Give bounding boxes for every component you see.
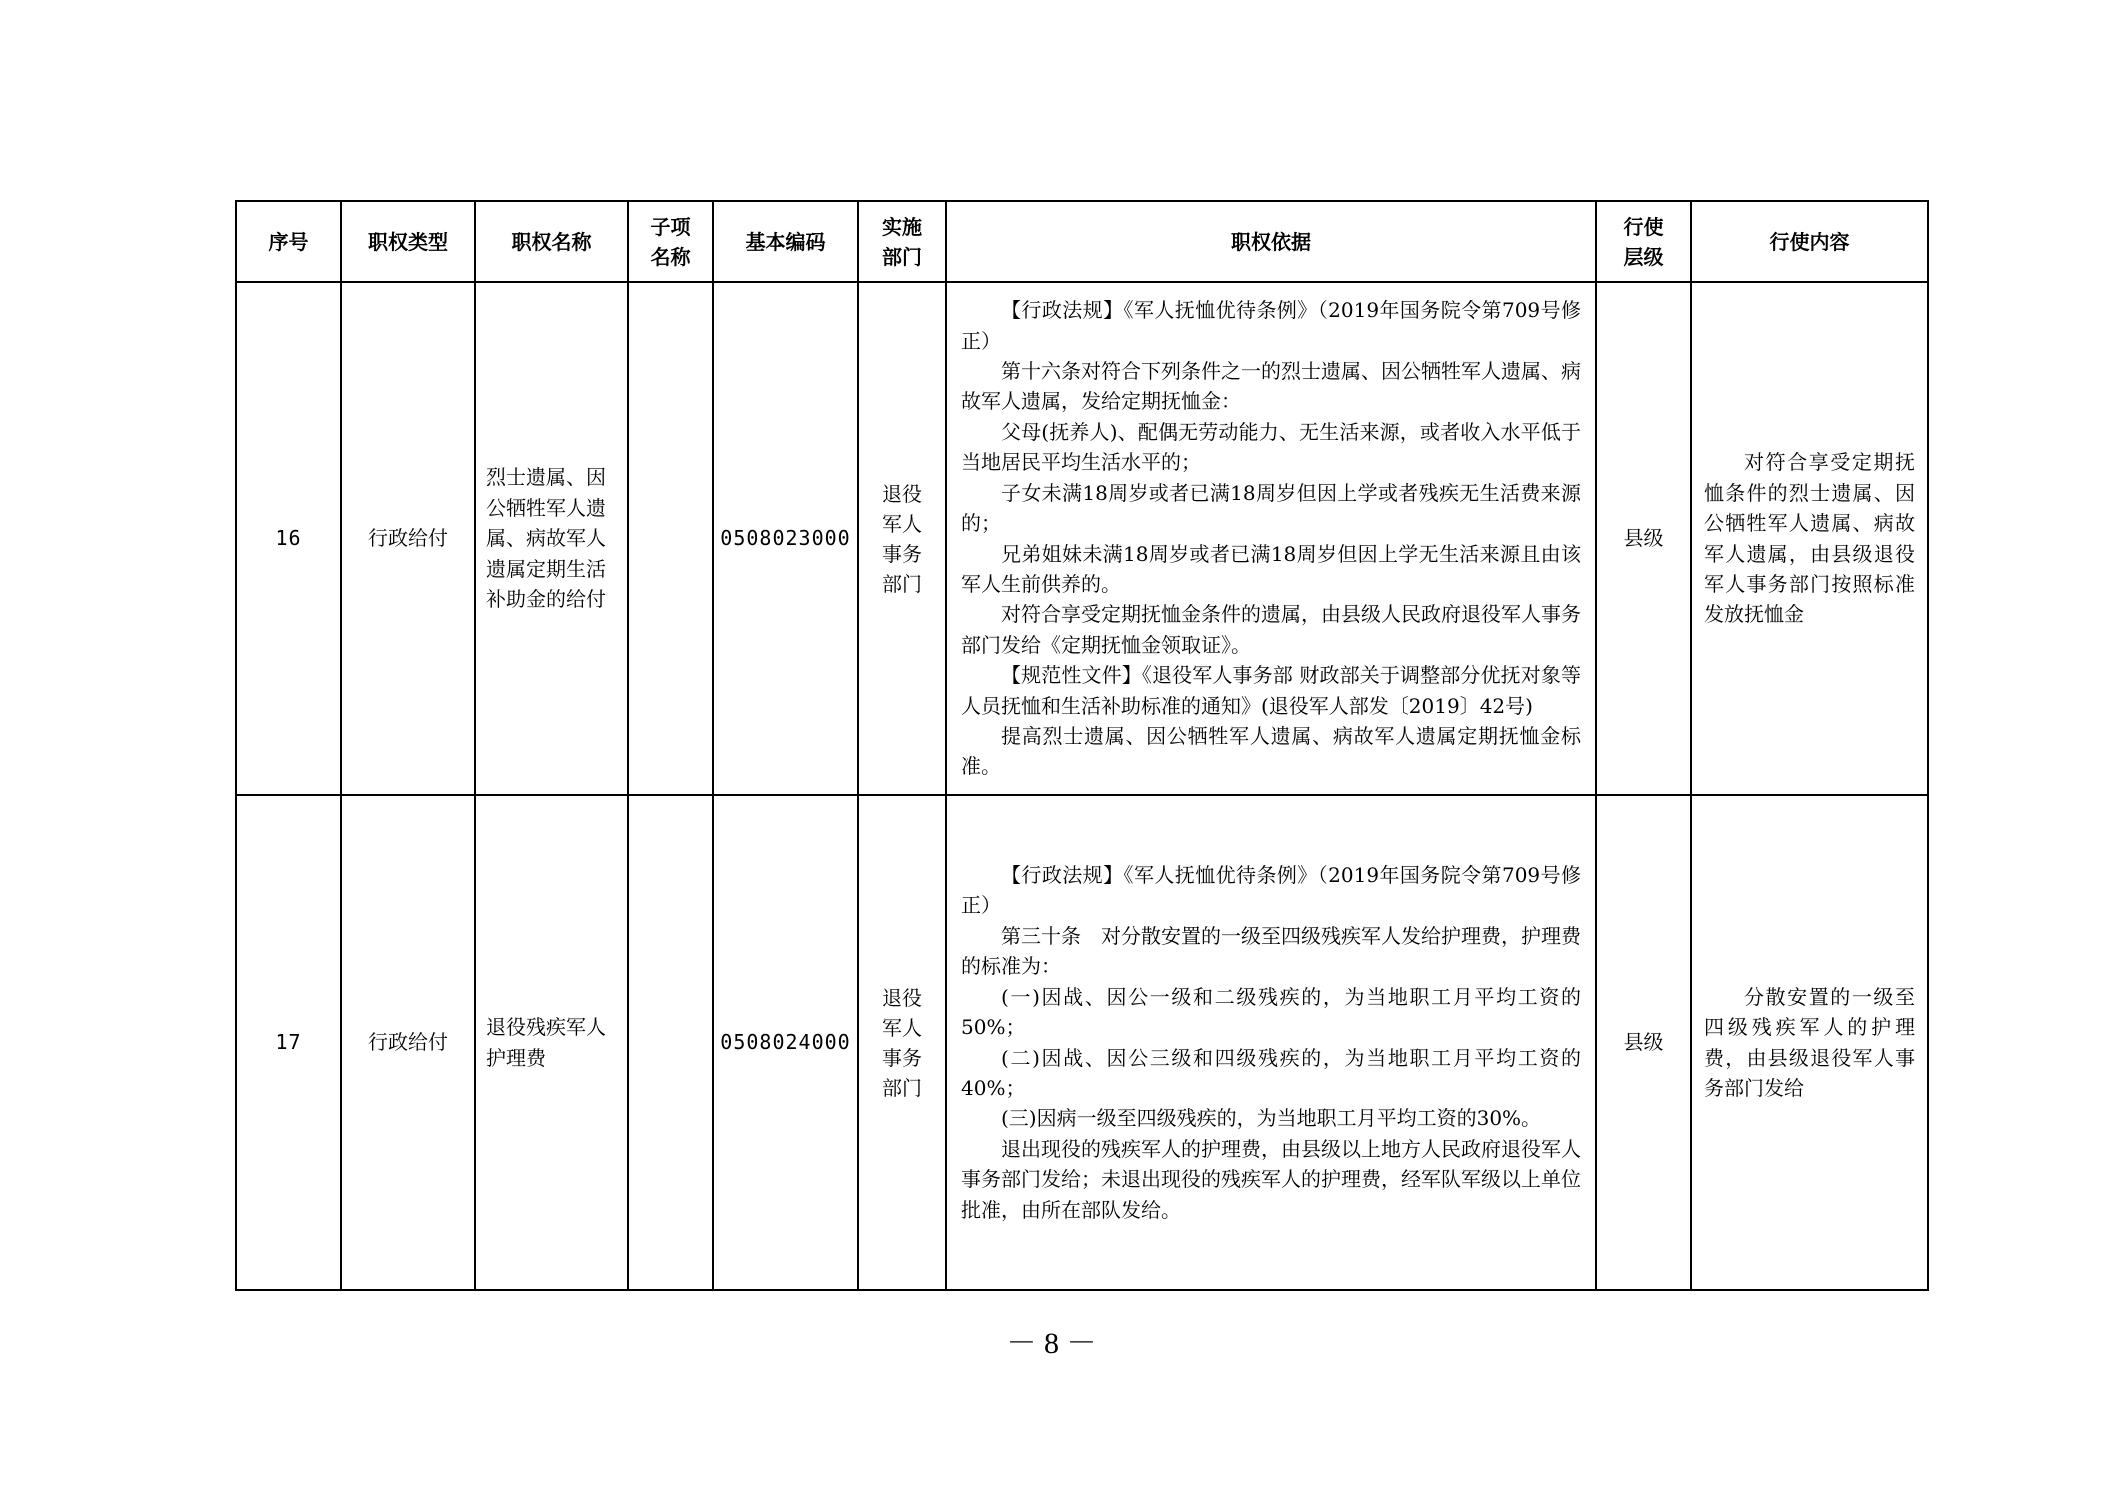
cell-content: 分散安置的一级至四级残疾军人的护理费，由县级退役军人事务部门发给 bbox=[1691, 795, 1928, 1290]
basis-paragraph: 【行政法规】《军人抚恤优待条例》（2019年国务院令第709号修正） bbox=[961, 863, 1581, 918]
cell-level: 县级 bbox=[1596, 282, 1691, 795]
cell-type: 行政给付 bbox=[341, 795, 475, 1290]
cell-dept: 退役军人事务部门 bbox=[858, 795, 946, 1290]
header-dept: 实施部门 bbox=[858, 201, 946, 282]
header-type: 职权类型 bbox=[341, 201, 475, 282]
basis-paragraph: 兄弟姐妹未满18周岁或者已满18周岁但因上学无生活来源且由该军人生前供养的。 bbox=[961, 541, 1581, 596]
header-code: 基本编码 bbox=[713, 201, 858, 282]
header-row bbox=[236, 201, 1928, 282]
cell-type: 行政给付 bbox=[341, 282, 475, 795]
basis-paragraph: (二)因战、因公三级和四级残疾的，为当地职工月平均工资的40%； bbox=[961, 1045, 1581, 1100]
page-number: － 8 － bbox=[1006, 1327, 1097, 1360]
cell-content: 对符合享受定期抚恤条件的烈士遗属、因公牺牲军人遗属、病故军人遗属，由县级退役军人事务部门按照标准发放抚恤金 bbox=[1691, 282, 1928, 795]
cell-name: 退役残疾军人护理费 bbox=[475, 795, 628, 1290]
cell-code: 0508024000 bbox=[713, 795, 858, 1290]
basis-paragraph: (三)因病一级至四级残疾的，为当地职工月平均工资的30%。 bbox=[1001, 1106, 1542, 1131]
cell-basis bbox=[946, 282, 1596, 795]
basis-paragraph: 提高烈士遗属、因公牺牲军人遗属、病故军人遗属定期抚恤金标准。 bbox=[961, 723, 1581, 779]
header-level: 行使层级 bbox=[1596, 201, 1691, 282]
header-basis: 职权依据 bbox=[946, 201, 1596, 282]
cell-dept: 退役军人事务部门 bbox=[858, 282, 946, 795]
header-sub-item: 子项名称 bbox=[628, 201, 713, 282]
basis-paragraph: 子女未满18周岁或者已满18周岁但因上学或者残疾无生活费来源的； bbox=[961, 480, 1581, 536]
header-name: 职权名称 bbox=[475, 201, 628, 282]
cell-code: 0508023000 bbox=[713, 282, 858, 795]
cell-basis bbox=[946, 795, 1596, 1290]
basis-paragraph: 第十六条对符合下列条件之一的烈士遗属、因公牺牲军人遗属、病故军人遗属，发给定期抚恤金： bbox=[961, 359, 1581, 414]
basis-paragraph: 【行政法规】《军人抚恤优待条例》（2019年国务院令第709号修正） bbox=[961, 298, 1581, 353]
basis-paragraph: 父母(抚养人)、配偶无劳动能力、无生活来源，或者收入水平低于当地居民平均生活水平的； bbox=[961, 419, 1581, 475]
table-row bbox=[236, 795, 1928, 1290]
header-content: 行使内容 bbox=[1691, 201, 1928, 282]
cell-seq: 16 bbox=[236, 282, 341, 795]
basis-paragraph: 对符合享受定期抚恤金条件的遗属，由县级人民政府退役军人事务部门发给《定期抚恤金领取证》。 bbox=[961, 602, 1581, 657]
cell-level: 县级 bbox=[1596, 795, 1691, 1290]
cell-name: 烈士遗属、因公牺牲军人遗属、病故军人遗属定期生活补助金的给付 bbox=[475, 282, 628, 795]
authority-table bbox=[235, 200, 1929, 1291]
basis-paragraph: 第三十条 对分散安置的一级至四级残疾军人发给护理费，护理费的标准为： bbox=[961, 923, 1581, 979]
basis-paragraph: 退出现役的残疾军人的护理费，由县级以上地方人民政府退役军人事务部门发给；未退出现役的残疾军人的护理费，经军队军级以上单位批准，由所在部队发给。 bbox=[961, 1136, 1581, 1222]
cell-sub-item bbox=[628, 282, 713, 795]
basis-paragraph: 【规范性文件】《退役军人事务部 财政部关于调整部分优抚对象等人员抚恤和生活补助标准的通知》(退役军人部发〔2019〕42号) bbox=[961, 663, 1581, 718]
cell-seq: 17 bbox=[236, 795, 341, 1290]
basis-paragraph: (一)因战、因公一级和二级残疾的，为当地职工月平均工资的50%； bbox=[961, 984, 1581, 1040]
table-row bbox=[236, 282, 1928, 795]
header-seq: 序号 bbox=[236, 201, 341, 282]
cell-sub-item bbox=[628, 795, 713, 1290]
